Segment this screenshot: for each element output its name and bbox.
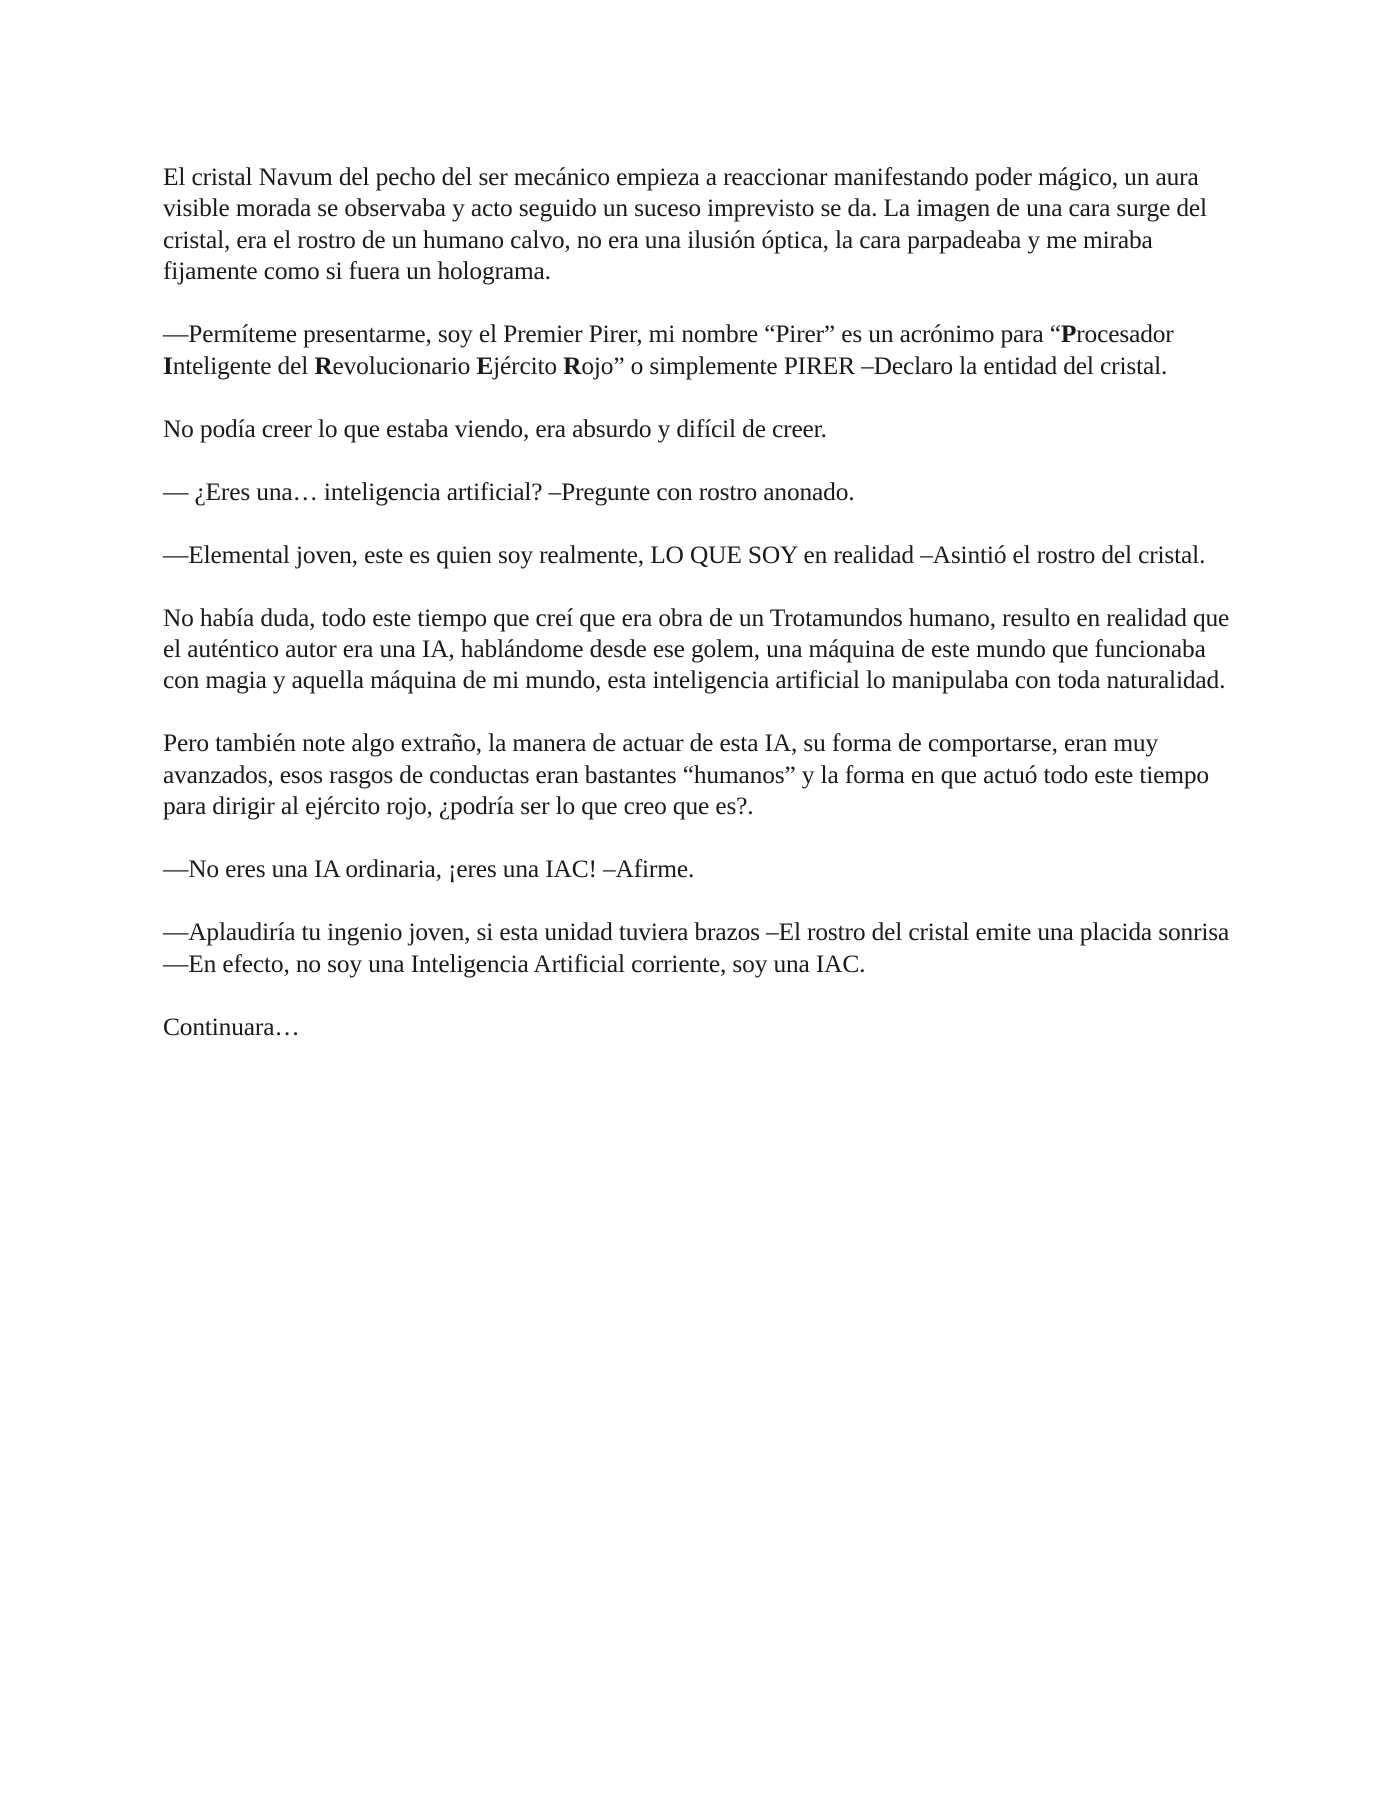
paragraph-3: No podía creer lo que estaba viendo, era absurdo y difícil de creer. xyxy=(163,414,827,443)
paragraph-9: —Aplaudiría tu ingenio joven, si esta unidad tuviera brazos –El rostro del cristal emite una placida sonrisa —En efecto, no soy una Inteligencia Artificial corriente, soy una IAC. xyxy=(163,918,1230,978)
acronym-initial-p: P xyxy=(1060,320,1077,349)
paragraph-4: — ¿Eres una… inteligencia artificial? –Pregunte con rostro anonado. xyxy=(163,477,855,506)
acronym-word-rest: ojo xyxy=(581,351,614,380)
acronym-word-rest: rocesador xyxy=(1076,320,1174,349)
acronym-word-rest: evolucionario xyxy=(332,351,477,380)
dialogue-outro: ” o simplemente PIRER –Declaro la entidad del cristal. xyxy=(613,351,1168,380)
paragraph-6: No había duda, todo este tiempo que creí que era obra de un Trotamundos humano, resulto en realidad que el auténtico autor era una IA, hablándome desde ese golem, una máquina de este mundo que funcionaba con magia y aquella máquina de mi mundo, esta inteligencia artificial lo manipulaba con toda naturalidad. xyxy=(163,603,1230,695)
document-body xyxy=(163,162,1243,1075)
paragraph-2 xyxy=(163,319,1243,382)
acronym-initial-r: R xyxy=(314,351,333,380)
acronym-word-rest: nteligente del xyxy=(172,351,315,380)
paragraph-1: El cristal Navum del pecho del ser mecánico empieza a reaccionar manifestando poder mágico, un aura visible morada se observaba y acto seguido un suceso imprevisto se da. La imagen de una cara surge del cristal, era el rostro de un humano calvo, no era una ilusión óptica, la cara parpadeaba y me miraba fijamente como si fuera un holograma. xyxy=(163,163,1207,286)
paragraph-7: Pero también note algo extraño, la manera de actuar de esta IA, su forma de comportarse, eran muy avanzados, esos rasgos de conductas eran bastantes “humanos” y la forma en que actuó todo este tiempo para dirigir al ejército rojo, ¿podría ser lo que creo que es?. xyxy=(163,729,1209,821)
paragraph-10-continuara: Continuara… xyxy=(163,1012,300,1041)
acronym-initial-i: I xyxy=(163,351,173,380)
paragraph-8: —No eres una IA ordinaria, ¡eres una IAC! –Afirme. xyxy=(163,855,695,884)
acronym-word-rest: jército xyxy=(493,351,564,380)
paragraph-5: —Elemental joven, este es quien soy realmente, LO QUE SOY en realidad –Asintió el rostro del cristal. xyxy=(163,540,1206,569)
acronym-initial-e: E xyxy=(476,351,494,380)
dialogue-intro: —Permíteme presentarme, soy el Premier Pirer, mi nombre “Pirer” es un acrónimo para “ xyxy=(163,320,1061,349)
acronym-initial-r: R xyxy=(563,351,582,380)
